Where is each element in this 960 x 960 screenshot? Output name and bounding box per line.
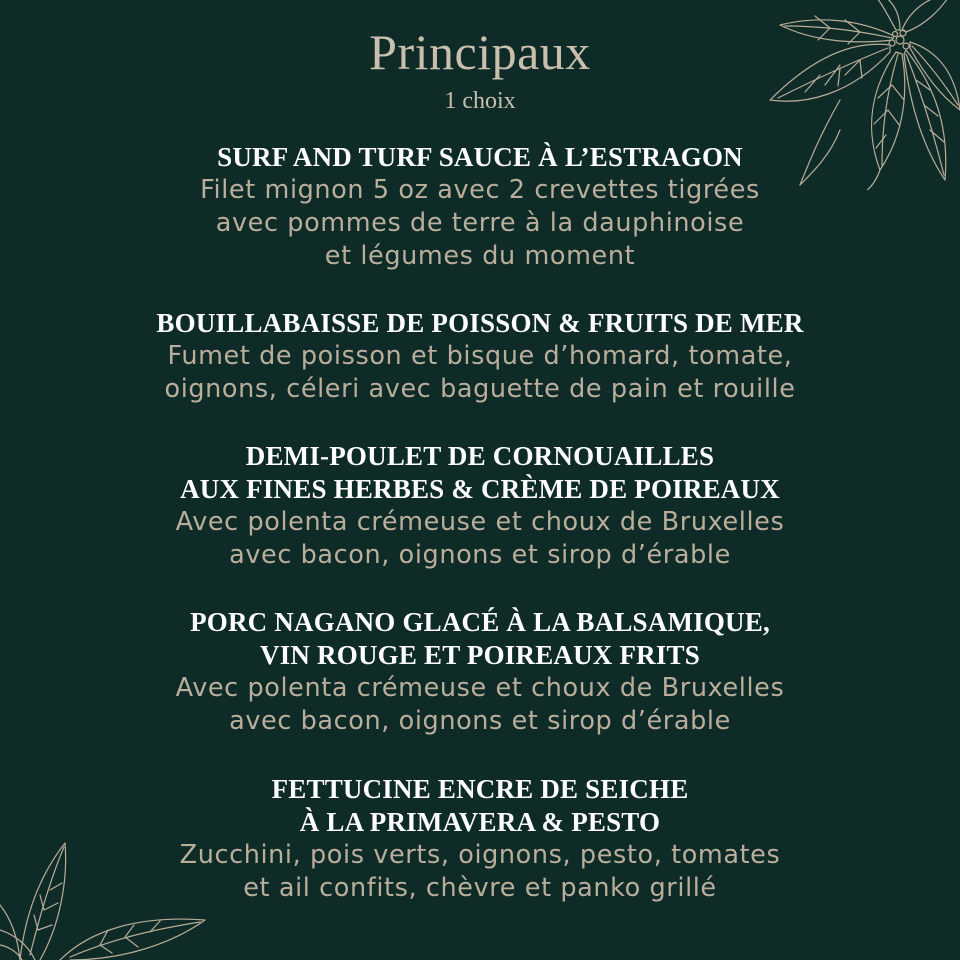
dish-description: [0, 174, 960, 273]
dish-description-line: avec bacon, oignons et sirop d’érable: [229, 706, 731, 736]
dish-description-line: oignons, céleri avec baguette de pain et rouille: [164, 374, 796, 404]
dish-name-line: SURF AND TURF SAUCE À L’ESTRAGON: [217, 142, 743, 172]
dish-description-line: Zucchini, pois verts, oignons, pesto, tomates: [179, 840, 781, 870]
dish-name: [0, 141, 960, 174]
dish-name-line: FETTUCINE ENCRE DE SEICHE: [271, 774, 689, 804]
page-subtitle: 1 choix: [444, 88, 516, 114]
dish-name-line: À LA PRIMAVERA & PESTO: [299, 807, 661, 837]
dish-description-line: Avec polenta crémeuse et choux de Bruxelles: [175, 673, 785, 703]
menu-item-surf-and-turf: [0, 141, 960, 273]
dish-name: [0, 606, 960, 672]
dish-name-line: DEMI-POULET DE CORNOUAILLES: [245, 441, 715, 471]
dish-name: [0, 773, 960, 839]
dish-name-line: AUX FINES HERBES & CRÈME DE POIREAUX: [180, 474, 780, 504]
menu-item-porc-nagano: [0, 606, 960, 738]
dish-name-line: BOUILLABAISSE DE POISSON & FRUITS DE MER: [156, 308, 804, 338]
dish-description: [0, 506, 960, 572]
dish-description-line: et ail confits, chèvre et panko grillé: [243, 873, 717, 903]
dish-description-line: Filet mignon 5 oz avec 2 crevettes tigrées: [200, 175, 760, 205]
dish-description-line: Avec polenta crémeuse et choux de Bruxelles: [175, 507, 785, 537]
dish-description-line: avec pommes de terre à la dauphinoise: [215, 208, 745, 238]
menu-item-demi-poulet: [0, 440, 960, 572]
menu-item-fettucine: [0, 773, 960, 905]
dish-name: [0, 307, 960, 340]
dish-description: [0, 340, 960, 406]
dish-name-line: PORC NAGANO GLACÉ À LA BALSAMIQUE,: [190, 607, 770, 637]
dish-description: [0, 672, 960, 738]
dish-description-line: Fumet de poisson et bisque d’homard, tomate,: [167, 341, 793, 371]
dish-description: [0, 839, 960, 905]
dish-description-line: et légumes du moment: [324, 241, 636, 271]
dish-name-line: VIN ROUGE ET POIREAUX FRITS: [260, 640, 700, 670]
menu-item-bouillabaisse: [0, 307, 960, 406]
page-title: Principaux: [369, 24, 591, 80]
dish-name: [0, 440, 960, 506]
dish-description-line: avec bacon, oignons et sirop d’érable: [229, 540, 731, 570]
